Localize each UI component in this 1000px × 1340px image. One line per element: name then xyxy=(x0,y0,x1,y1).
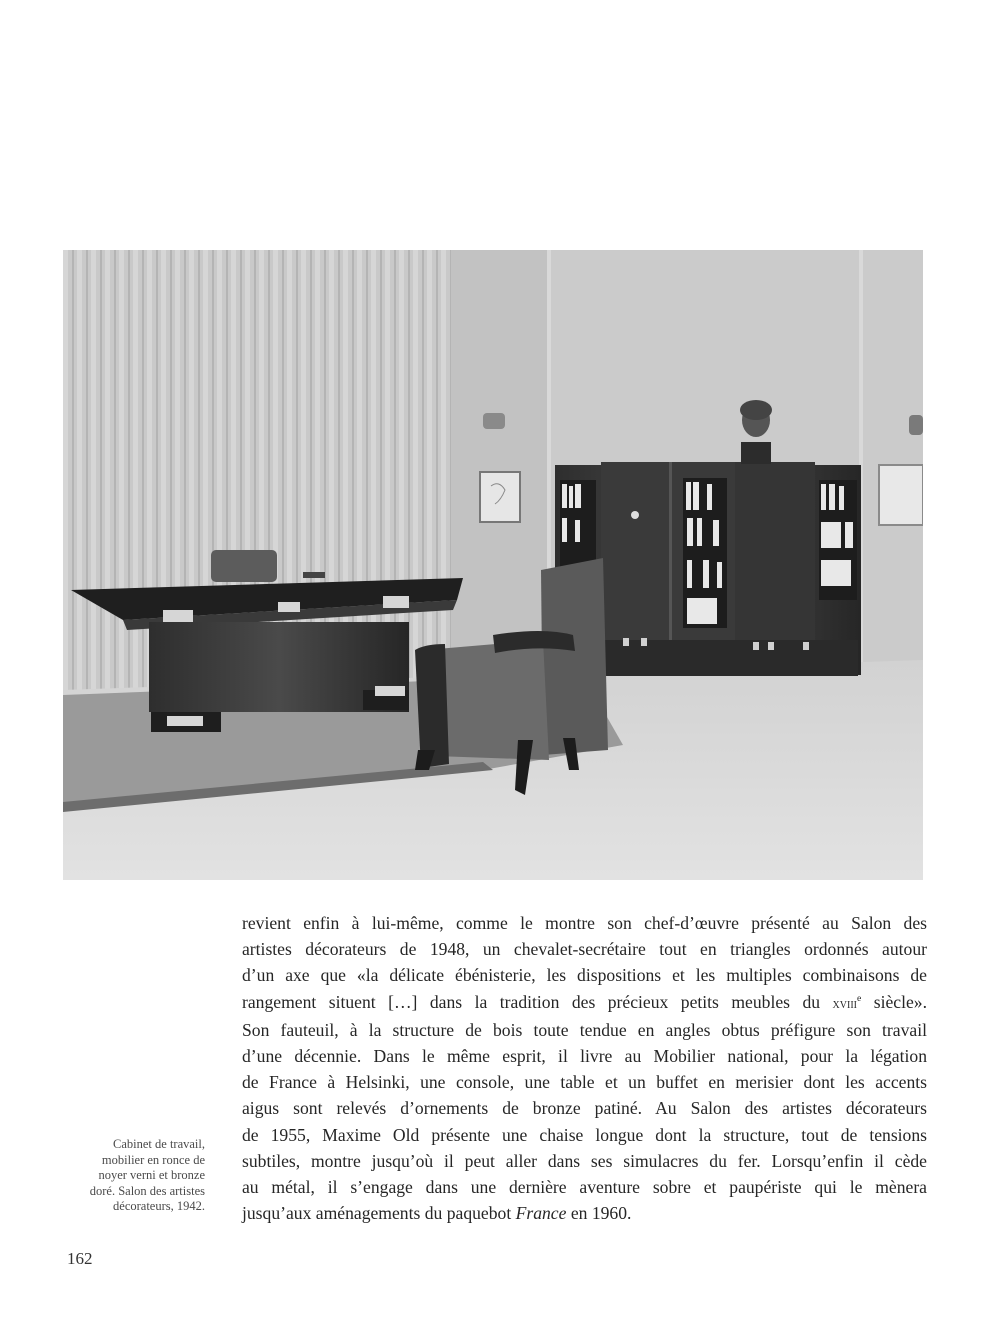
caption-line: décorateurs, 1942. xyxy=(113,1199,205,1214)
body-text-run: rangement situent […] dans la tradition des précieux petits meubles du xyxy=(242,991,833,1012)
body-text-run: en 1960. xyxy=(566,1203,632,1224)
interior-photograph xyxy=(63,250,923,880)
body-line: au métal, il s’engage dans une dernière aventure sobre et paupériste qui le mènera xyxy=(242,1177,927,1198)
caption-line: doré. Salon des artistes xyxy=(89,1183,205,1198)
caption-line: Cabinet de travail, xyxy=(113,1137,205,1151)
body-line: Son fauteuil, à la structure de bois toute tendue en angles obtus préfigure son travail xyxy=(242,1019,927,1040)
body-line: de France à Helsinki, une console, une table et un buffet en merisier dont les accents xyxy=(242,1072,927,1093)
body-text-run: jusqu’aux aménagements du paquebot xyxy=(242,1203,516,1224)
caption-line: noyer verni et bronze xyxy=(98,1168,205,1183)
body-line: revient enfin à lui-même, comme le montre son chef-d’œuvre présenté au Salon des xyxy=(242,913,927,933)
body-line: d’une décennie. Dans le même esprit, il livre au Mobilier national, pour la légation xyxy=(242,1046,927,1067)
body-text-run: siècle». xyxy=(861,991,927,1012)
photo-caption xyxy=(30,1137,205,1215)
ship-name: France xyxy=(515,1203,567,1224)
body-line: subtiles, montre jusqu’où il peut aller dans ses simulacres du fer. Lorsqu’enfin il cède xyxy=(242,1150,927,1171)
body-line: artistes décorateurs de 1948, un chevalet-secrétaire tout en triangles ordonnés autour xyxy=(242,939,927,960)
century-superscript: e xyxy=(856,992,862,1004)
caption-line: mobilier en ronce de xyxy=(101,1152,205,1167)
body-line: de 1955, Maxime Old présente une chaise longue dont la structure, tout de tensions xyxy=(242,1124,927,1145)
body-line: aigus sont relevés d’ornements de bronze patiné. Au Salon des artistes décorateurs xyxy=(242,1098,927,1119)
body-line xyxy=(242,1200,927,1226)
century-numeral: xviii xyxy=(832,995,857,1012)
body-line: d’un axe que «la délicate ébénisterie, les dispositions et les multiples combinaisons de xyxy=(242,965,927,986)
body-paragraph xyxy=(242,910,927,1226)
page-number: 162 xyxy=(67,1249,93,1268)
body-line xyxy=(242,989,927,1017)
